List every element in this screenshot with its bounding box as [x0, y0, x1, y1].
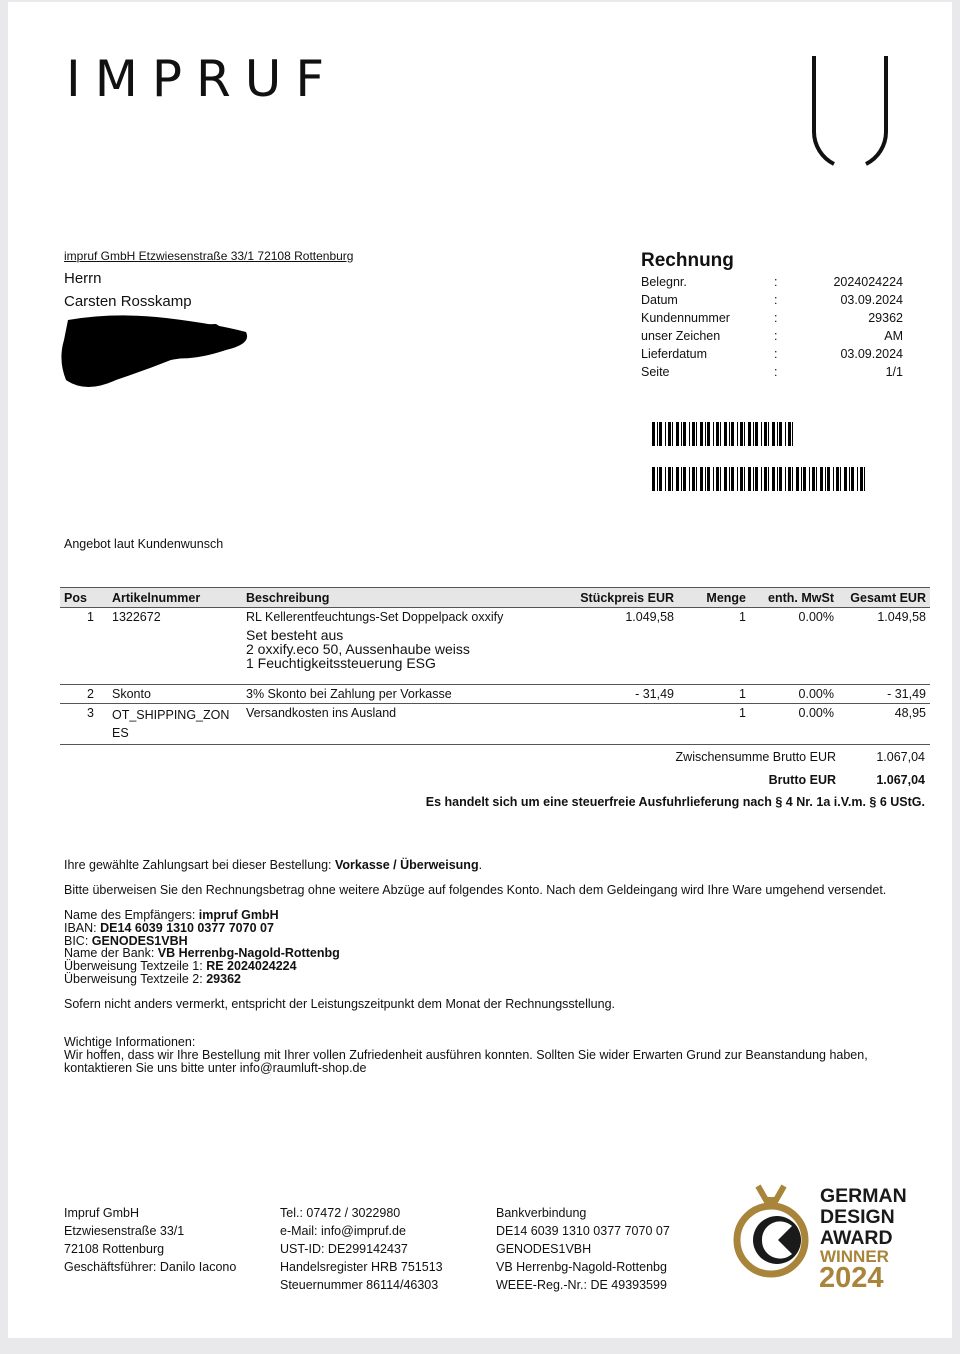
recipient-name: Carsten Rosskamp — [64, 293, 192, 310]
tax-note: Es handelt sich um eine steuerfreie Ausfuhrlieferung nach § 4 Nr. 1a i.V.m. § 6 UStG. — [425, 795, 925, 809]
recipient-salutation: Herrn — [64, 270, 102, 287]
col-mwst: enth. MwSt — [750, 588, 838, 608]
award-text-5: 2024 — [819, 1262, 884, 1290]
award-text-2: DESIGN — [820, 1206, 895, 1228]
meta-row-lieferdatum: Lieferdatum : 03.09.2024 — [641, 347, 903, 361]
service-note: Sofern nicht anders vermerkt, entspricht der Leistungszeitpunkt dem Monat der Rechnungsstellung. — [64, 997, 615, 1011]
redaction-scribble — [56, 310, 256, 398]
award-text-1: GERMAN — [820, 1185, 907, 1207]
barcode-2 — [652, 467, 867, 491]
transfer-note: Bitte überweisen Sie den Rechnungsbetrag ohne weitere Abzüge auf folgendes Konto. Nach dem Geldeingang wird Ihre Ware umgehend versendet. — [64, 883, 887, 897]
sender-address-line: impruf GmbH Etzwiesenstraße 33/1 72108 Rottenburg — [64, 249, 354, 263]
invoice-meta — [641, 273, 903, 381]
invoice-page — [8, 2, 952, 1338]
bank-line: Name der Bank: VB Herrenbg-Nagold-Rottenbg — [64, 946, 340, 961]
gross-label: Brutto EUR — [768, 773, 836, 787]
barcode-1 — [652, 422, 798, 446]
impruf-u-mark-icon — [808, 52, 892, 170]
col-beschreibung: Beschreibung — [242, 588, 550, 608]
meta-row-zeichen: unser Zeichen : AM — [641, 329, 903, 343]
table-row: 2 Skonto 3% Skonto bei Zahlung per Vorkasse - 31,49 1 0.00% - 31,49 — [60, 685, 930, 704]
col-stueckpreis: Stückpreis EUR — [550, 588, 678, 608]
items-table — [60, 587, 930, 745]
subtotal-value: 1.067,04 — [876, 750, 925, 764]
col-menge: Menge — [678, 588, 750, 608]
item-set-contents: Set besteht aus 2 oxxify.eco 50, Aussenhaube weiss 1 Feuchtigkeitssteuerung ESG — [246, 627, 470, 671]
meta-row-datum: Datum : 03.09.2024 — [641, 293, 903, 307]
award-medal-icon — [737, 1186, 805, 1274]
invoice-title: Rechnung — [641, 250, 734, 271]
table-row: 3 OT_SHIPPING_ZON ES Versandkosten ins Ausland 1 0.00% 48,95 — [60, 704, 930, 745]
bank-line: Überweisung Textzeile 1: RE 2024024224 — [64, 959, 297, 974]
meta-row-kundennummer: Kundennummer : 29362 — [641, 311, 903, 325]
bank-line: Name des Empfängers: impruf GmbH — [64, 908, 279, 922]
footer-bank: Bankverbindung DE14 6039 1310 0377 7070 07 GENODES1VBH VB Herrenbg-Nagold-Rottenbg WEEE-Reg.-Nr.: DE 49393599 — [496, 1206, 670, 1292]
bank-line: IBAN: DE14 6039 1310 0377 7070 07 — [64, 920, 274, 935]
bank-line: Überweisung Textzeile 2: 29362 — [64, 971, 241, 986]
bank-details — [64, 909, 340, 986]
meta-row-belegnr: Belegnr. : 2024024224 — [641, 275, 903, 289]
footer-contact: Tel.: 07472 / 3022980 e-Mail: info@impruf.de UST-ID: DE299142437 Handelsregister HRB 751513 Steuernummer 86114/46303 — [280, 1206, 443, 1292]
table-header-row — [60, 588, 930, 608]
company-logo: IMPRUF — [66, 50, 339, 108]
bank-line: BIC: GENODES1VBH — [64, 933, 188, 948]
footer-company: Impruf GmbH Etzwiesenstraße 33/1 72108 Rottenburg Geschäftsführer: Danilo Iacono — [64, 1206, 237, 1274]
table-row: 1 1322672 RL Kellerentfeuchtungs-Set Doppelpack oxxify Set besteht aus 2 oxxify.eco 50, Aussenhaube weiss 1 Feuchtigkeitssteuerung ESG 1.049,58 1 0.00% 1.049,58 — [60, 608, 930, 685]
col-artikelnummer: Artikelnummer — [108, 588, 242, 608]
gross-value: 1.067,04 — [876, 773, 925, 787]
item-description: RL Kellerentfeuchtungs-Set Doppelpack oxxify — [246, 610, 504, 624]
award-text-3: AWARD — [820, 1227, 893, 1249]
payment-method: Ihre gewählte Zahlungsart bei dieser Bestellung: Vorkasse / Überweisung. — [64, 858, 483, 872]
intro-text: Angebot laut Kundenwunsch — [64, 537, 224, 551]
subtotal-label: Zwischensumme Brutto EUR — [675, 750, 836, 764]
german-design-award-logo — [730, 1180, 914, 1290]
col-gesamt: Gesamt EUR — [838, 588, 930, 608]
col-pos: Pos — [60, 588, 108, 608]
award-text-4: WINNER — [820, 1247, 889, 1266]
meta-row-seite: Seite : 1/1 — [641, 365, 903, 379]
important-info: Wichtige Informationen: Wir hoffen, dass wir Ihre Bestellung mit Ihrer vollen Zufriedenheit ausführen konnten. Sollten Sie wider Erwarten Grund zur Beanstandung haben, kontaktieren Sie uns bitte unter info@raumluft-shop.de — [64, 1035, 868, 1075]
